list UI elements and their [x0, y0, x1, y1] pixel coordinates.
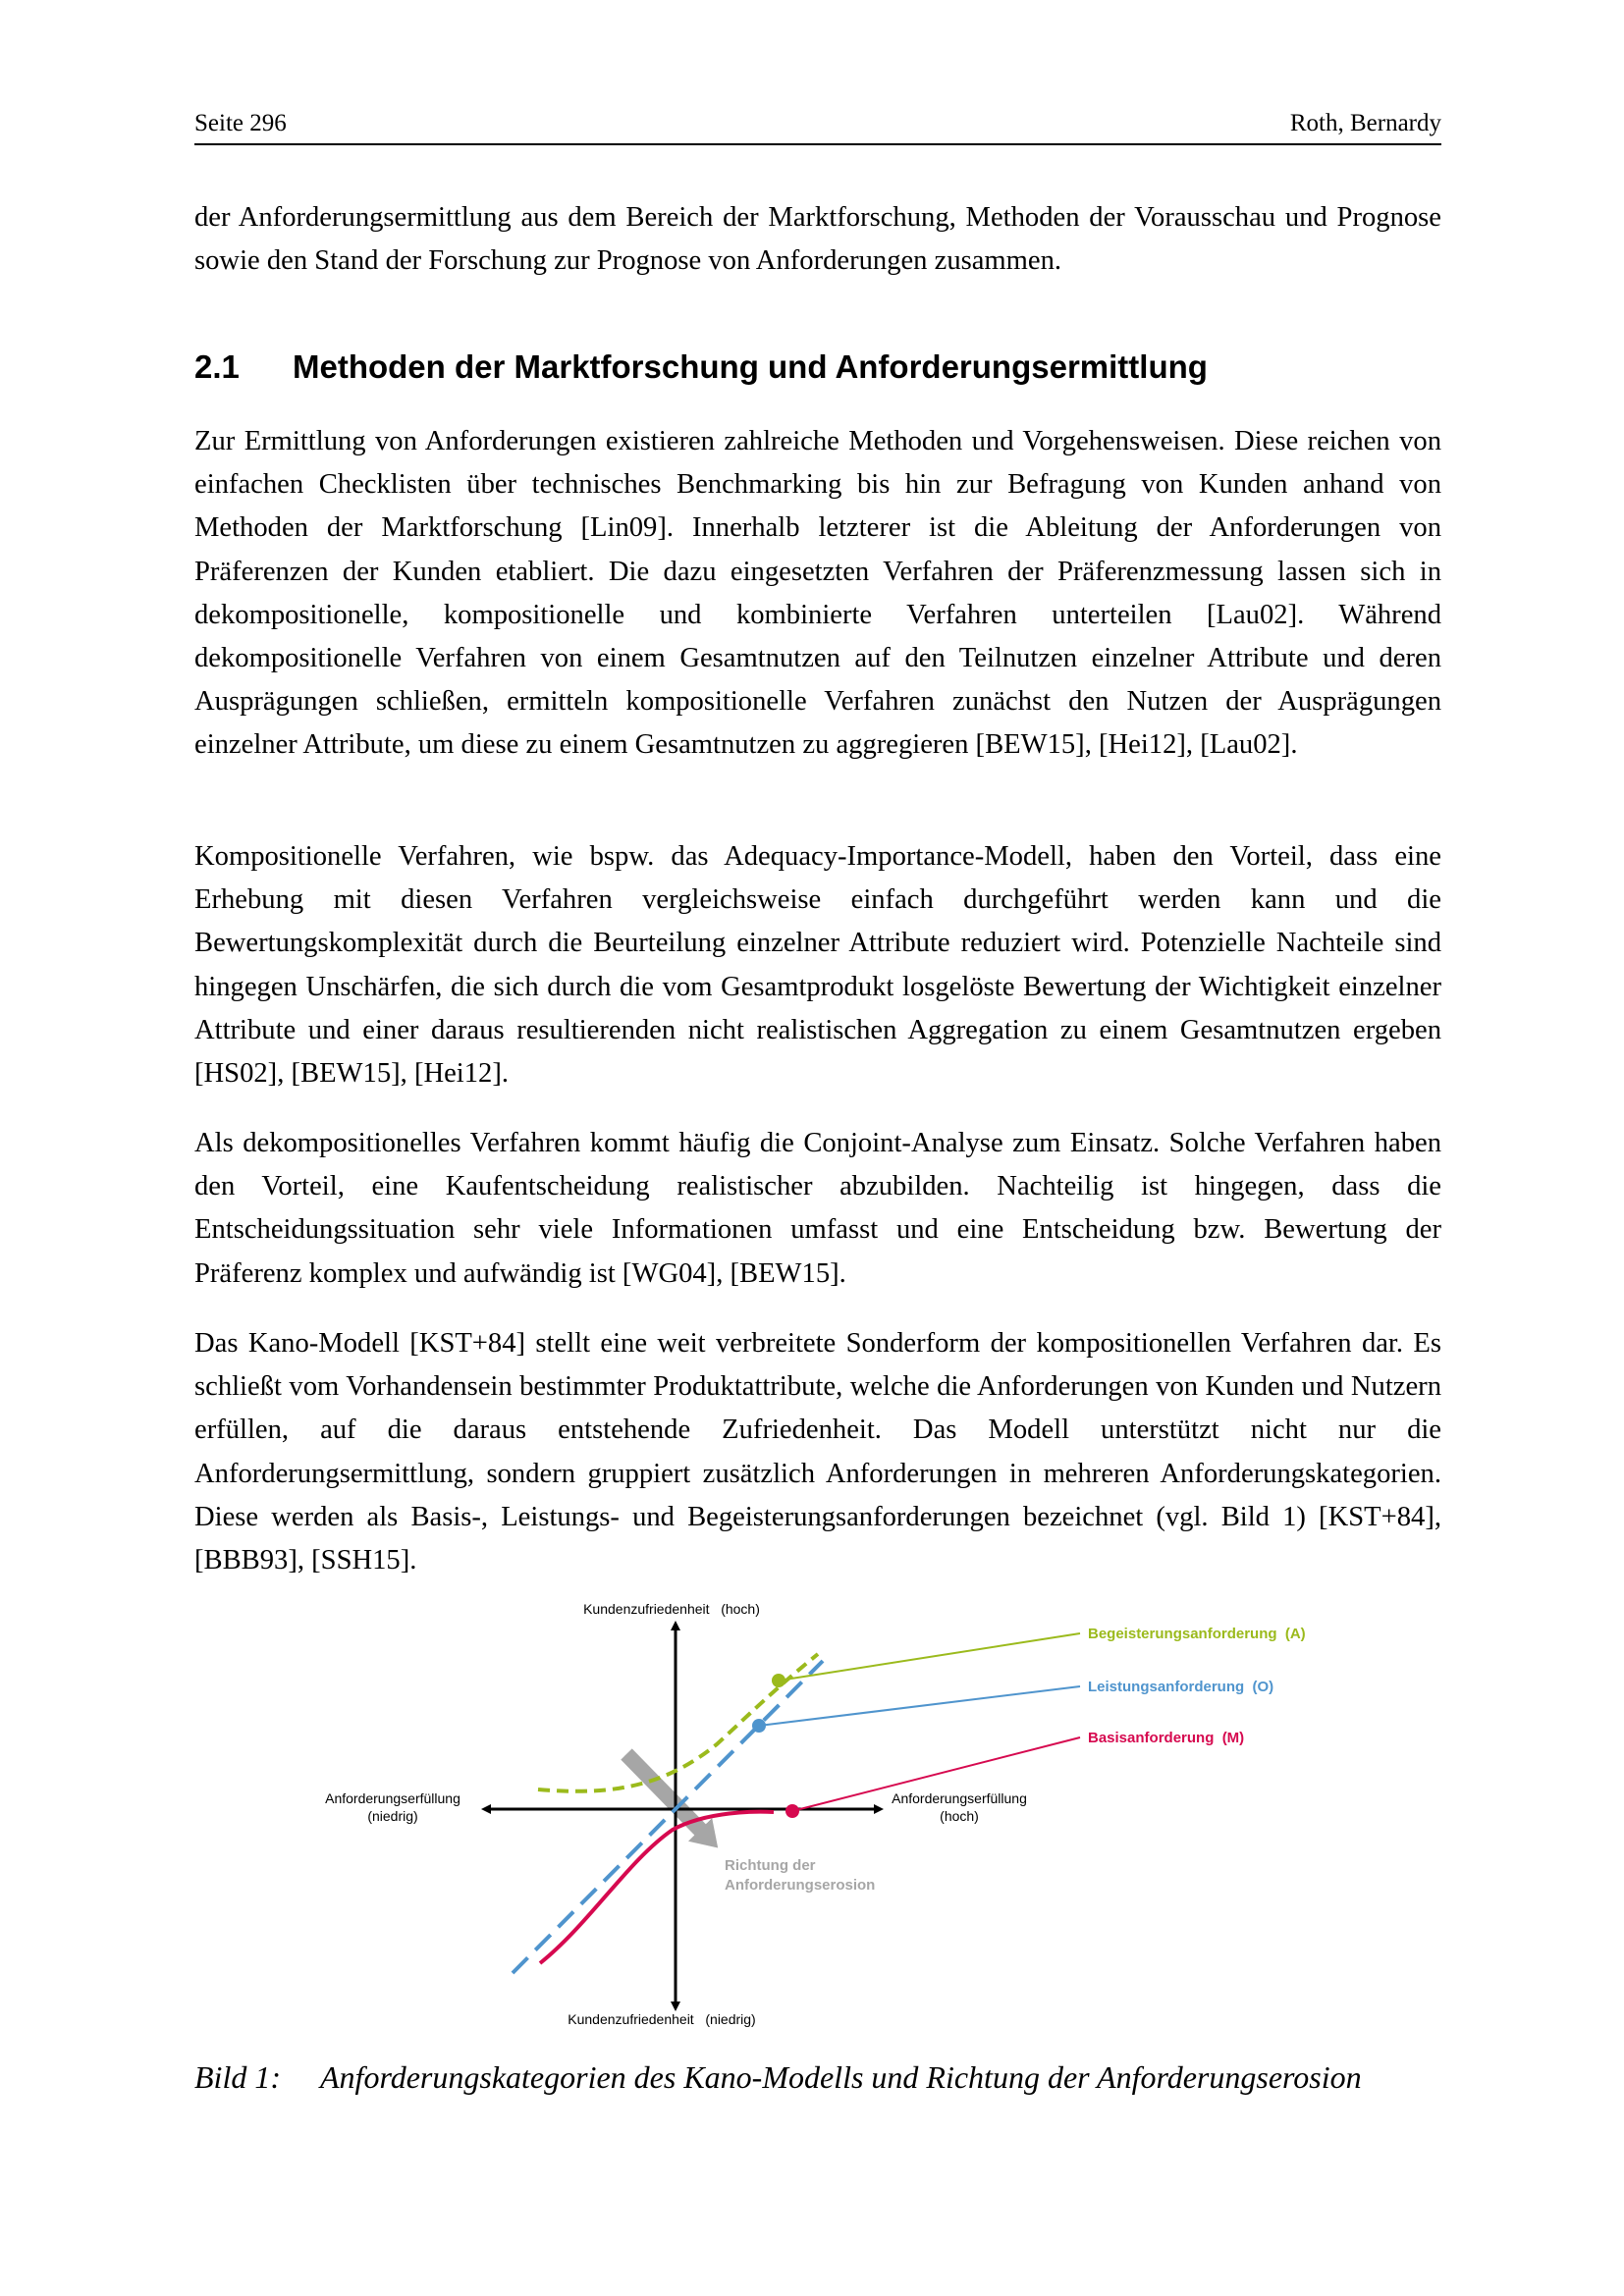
erosion-arrow	[626, 1754, 707, 1837]
attractive-point	[772, 1674, 785, 1687]
paragraph-4	[194, 1322, 1441, 1582]
performance-curve	[513, 1661, 823, 1973]
attractive-leader	[779, 1633, 1080, 1681]
y-axis-top-label: Kundenzufriedenheit (hoch)	[583, 1601, 760, 1617]
performance-label: Leistungsanforderung (O)	[1088, 1679, 1274, 1695]
x-axis-right-label: Anforderungserfüllung	[892, 1790, 1027, 1806]
erosion-sublabel: Anforderungserosion	[725, 1877, 876, 1894]
page-header	[194, 110, 1441, 145]
caption-label: Bild 1:	[194, 2059, 281, 2095]
paragraph-text: Kompositionelle Verfahren, wie bspw. das Adequacy-Importance-Modell, haben den Vorteil, dass eine Erhebung mit diesen Verfahren vergleichsweise einfach durchgeführt werden kann und die Bewertungskomplexität durch die Beurteilung einzelner Attribute reduziert wird. Potenzielle Nachteile sind hingegen Unschärfen, die sich durch die vom Gesamtprodukt losgelöste Bewertung der Wichtigkeit einzelner Attribute und einer daraus resultierenden nicht realistischen Aggregation zu einem Gesamtnutzen ergeben [HS02], [BEW15], [Hei12].	[194, 841, 1441, 1090]
section-number: 2.1	[194, 348, 240, 385]
performance-point	[752, 1719, 766, 1733]
basic-label: Basisanforderung (M)	[1088, 1730, 1245, 1746]
y-axis-bottom-label: Kundenzufriedenheit (niedrig)	[568, 2011, 756, 2027]
caption-text: Anforderungskategorien des Kano-Modells und Richtung der Anforderungserosion	[320, 2059, 1362, 2095]
erosion-label: Richtung der	[725, 1857, 816, 1874]
paragraph-text: Zur Ermittlung von Anforderungen existieren zahlreiche Methoden und Vorgehensweisen. Diese reichen von einfachen Checklisten über technisches Benchmarking bis hin zur Befragung von Kunden anhand von Methoden der Marktforschung [Lin09]. Innerhalb letzterer ist die Ableitung der Anforderungen von Präferenzen der Kunden etabliert. Die dazu eingesetzten Verfahren der Präferenzmessung lassen sich in dekompositionelle, kompositionelle und kombinierte Verfahren unterteilen [Lau02]. Während dekompositionelle Verfahren von einem Gesamtnutzen auf den Teilnutzen einzelner Attribute und deren Ausprägungen schließen, ermitteln kompositionelle Verfahren zunächst den Nutzen der Ausprägungen einzelner Attribute, um diese zu einem Gesamtnutzen zu aggregieren [BEW15], [Hei12], [Lau02].	[194, 426, 1441, 761]
paragraph-3	[194, 1122, 1441, 1296]
figure-caption	[194, 2059, 1362, 2096]
section-heading	[194, 348, 1208, 386]
kano-diagram	[295, 1590, 1355, 2032]
page-number: Seite 296	[194, 110, 287, 136]
performance-leader	[759, 1686, 1080, 1726]
paragraph-text: Als dekompositionelles Verfahren kommt häufig die Conjoint-Analyse zum Einsatz. Solche Verfahren haben den Vorteil, eine Kaufentscheidung realistischer abzubilden. Nachteilig ist hingegen, dass die Entscheidungssituation sehr viele Informationen umfasst und eine Entscheidung bzw. Bewertung der Präferenz komplex und aufwändig ist [WG04], [BEW15].	[194, 1128, 1441, 1289]
intro-paragraph-text: der Anforderungsermittlung aus dem Bereich der Marktforschung, Methoden der Vorausschau und Prognose sowie den Stand der Forschung zur Prognose von Anforderungen zusammen.	[194, 202, 1441, 277]
x-axis-right-sublabel: (hoch)	[940, 1808, 979, 1824]
header-authors: Roth, Bernardy	[1289, 110, 1441, 136]
paragraph-1	[194, 420, 1441, 768]
x-axis-left-sublabel: (niedrig)	[367, 1808, 418, 1824]
intro-paragraph	[194, 196, 1441, 283]
x-axis-left-label: Anforderungserfüllung	[325, 1790, 460, 1806]
section-title: Methoden der Marktforschung und Anforderungsermittlung	[293, 348, 1208, 385]
basic-point	[785, 1804, 799, 1818]
kano-model-figure	[295, 1590, 1355, 2032]
paragraph-2	[194, 835, 1441, 1095]
paragraph-text: Das Kano-Modell [KST+84] stellt eine weit verbreitete Sonderform der kompositionellen Verfahren dar. Es schließt vom Vorhandensein bestimmter Produktattribute, welche die Anforderungen von Kunden und Nutzern erfüllen, auf die daraus entstehende Zufriedenheit. Das Modell unterstützt nicht nur die Anforderungsermittlung, sondern gruppiert zusätzlich Anforderungen in mehreren Anforderungskategorien. Diese werden als Basis-, Leistungs- und Begeisterungsanforderungen bezeichnet (vgl. Bild 1) [KST+84], [BBB93], [SSH15].	[194, 1328, 1441, 1576]
attractive-label: Begeisterungsanforderung (A)	[1088, 1626, 1306, 1642]
